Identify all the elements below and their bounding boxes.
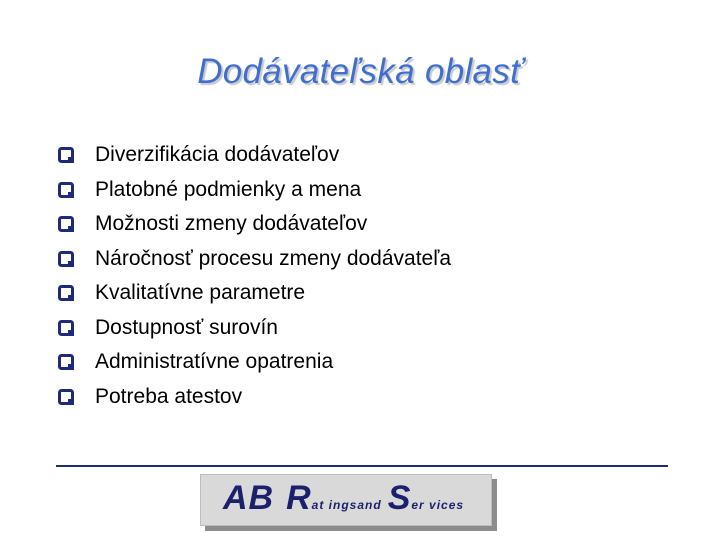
bullet-item	[58, 345, 451, 380]
bullet-item	[58, 380, 451, 415]
checkbox-square-icon	[58, 285, 74, 301]
bullet-item	[58, 276, 451, 311]
ab-ratings-services-logo	[200, 474, 492, 526]
checkbox-square-icon	[58, 251, 74, 267]
checkbox-square-icon	[58, 320, 74, 336]
logo-ab: AB	[223, 479, 275, 517]
checkbox-square-icon	[58, 182, 74, 198]
checkbox-square-icon	[58, 389, 74, 405]
logo-atings-and: at ingsand	[311, 498, 382, 512]
bullet-item	[58, 138, 451, 173]
checkbox-square-icon	[58, 354, 74, 370]
bullet-text: Dostupnosť surovín	[95, 315, 278, 339]
bullet-list	[58, 138, 451, 414]
bullet-item	[58, 173, 451, 208]
checkbox-square-icon	[58, 216, 74, 232]
logo-r: R	[286, 479, 312, 517]
bullet-text: Administratívne opatrenia	[95, 350, 334, 374]
checkbox-square-icon	[58, 147, 74, 163]
bullet-text: Náročnosť procesu zmeny dodávateľa	[95, 246, 452, 270]
logo-er-vices: er vices	[411, 498, 465, 512]
bullet-text: Potreba atestov	[95, 384, 243, 408]
logo-text	[223, 479, 464, 518]
bullet-text: Kvalitatívne parametre	[95, 281, 306, 305]
bullet-item	[58, 311, 451, 346]
bullet-text: Možnosti zmeny dodávateľov	[95, 212, 368, 236]
divider-line	[56, 465, 668, 467]
bullet-text: Platobné podmienky a mena	[95, 177, 362, 201]
bullet-item	[58, 242, 451, 277]
bullet-text: Diverzifikácia dodávateľov	[95, 143, 340, 167]
bullet-item	[58, 207, 451, 242]
logo-s: S	[387, 479, 412, 517]
slide-title: Dodávateľská oblasť	[197, 52, 523, 91]
